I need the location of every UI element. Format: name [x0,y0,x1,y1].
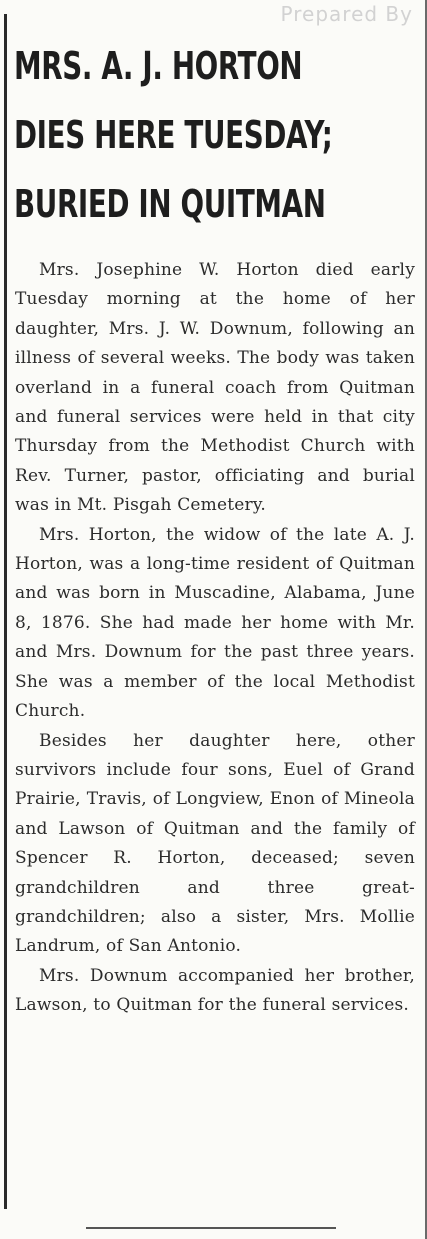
end-rule-divider [86,1227,336,1229]
headline-line-3: BURIED IN QUITMAN [14,182,326,226]
article-paragraph-1: Mrs. Josephine W. Horton died early Tuesday morning at the home of her daughter, Mrs. J. W. Downum, following an illness of several weeks. The body was taken overland in a funeral coach from Quitman and funeral services were held in that city Thursday from the Methodist Church with Rev. Turner, pastor, officiating and burial was in Mt. Pisgah Cemetery. [15,260,415,516]
column-rule-left [4,14,7,1209]
headline-line-2: DIES HERE TUESDAY; [14,113,333,157]
headline [14,32,333,239]
article-paragraph-3: Besides her daughter here, other survivors include four sons, Euel of Grand Prairie, Travis, of Longview, Enon of Mineola and Lawson of Quitman and the family of Spencer R. Horton, deceased; seven grandchildren and three great-grandchildren; also a sister, Mrs. Mollie Landrum, of San Antonio. [15,730,415,957]
headline-line-1: MRS. A. J. HORTON [14,44,303,88]
watermark-stamp: Prepared By [280,2,413,26]
article-paragraph-4: Mrs. Downum accompanied her brother, Lawson, to Quitman for the funeral services. [15,965,415,1016]
article-paragraph-2: Mrs. Horton, the widow of the late A. J. Horton, was a long-time resident of Quitman and was born in Muscadine, Alabama, June 8, 1876. She had made her home with Mr. and Mrs. Downum for the past three years. She was a member of the local Methodist Church. [15,524,415,722]
article-body [15,256,415,1021]
